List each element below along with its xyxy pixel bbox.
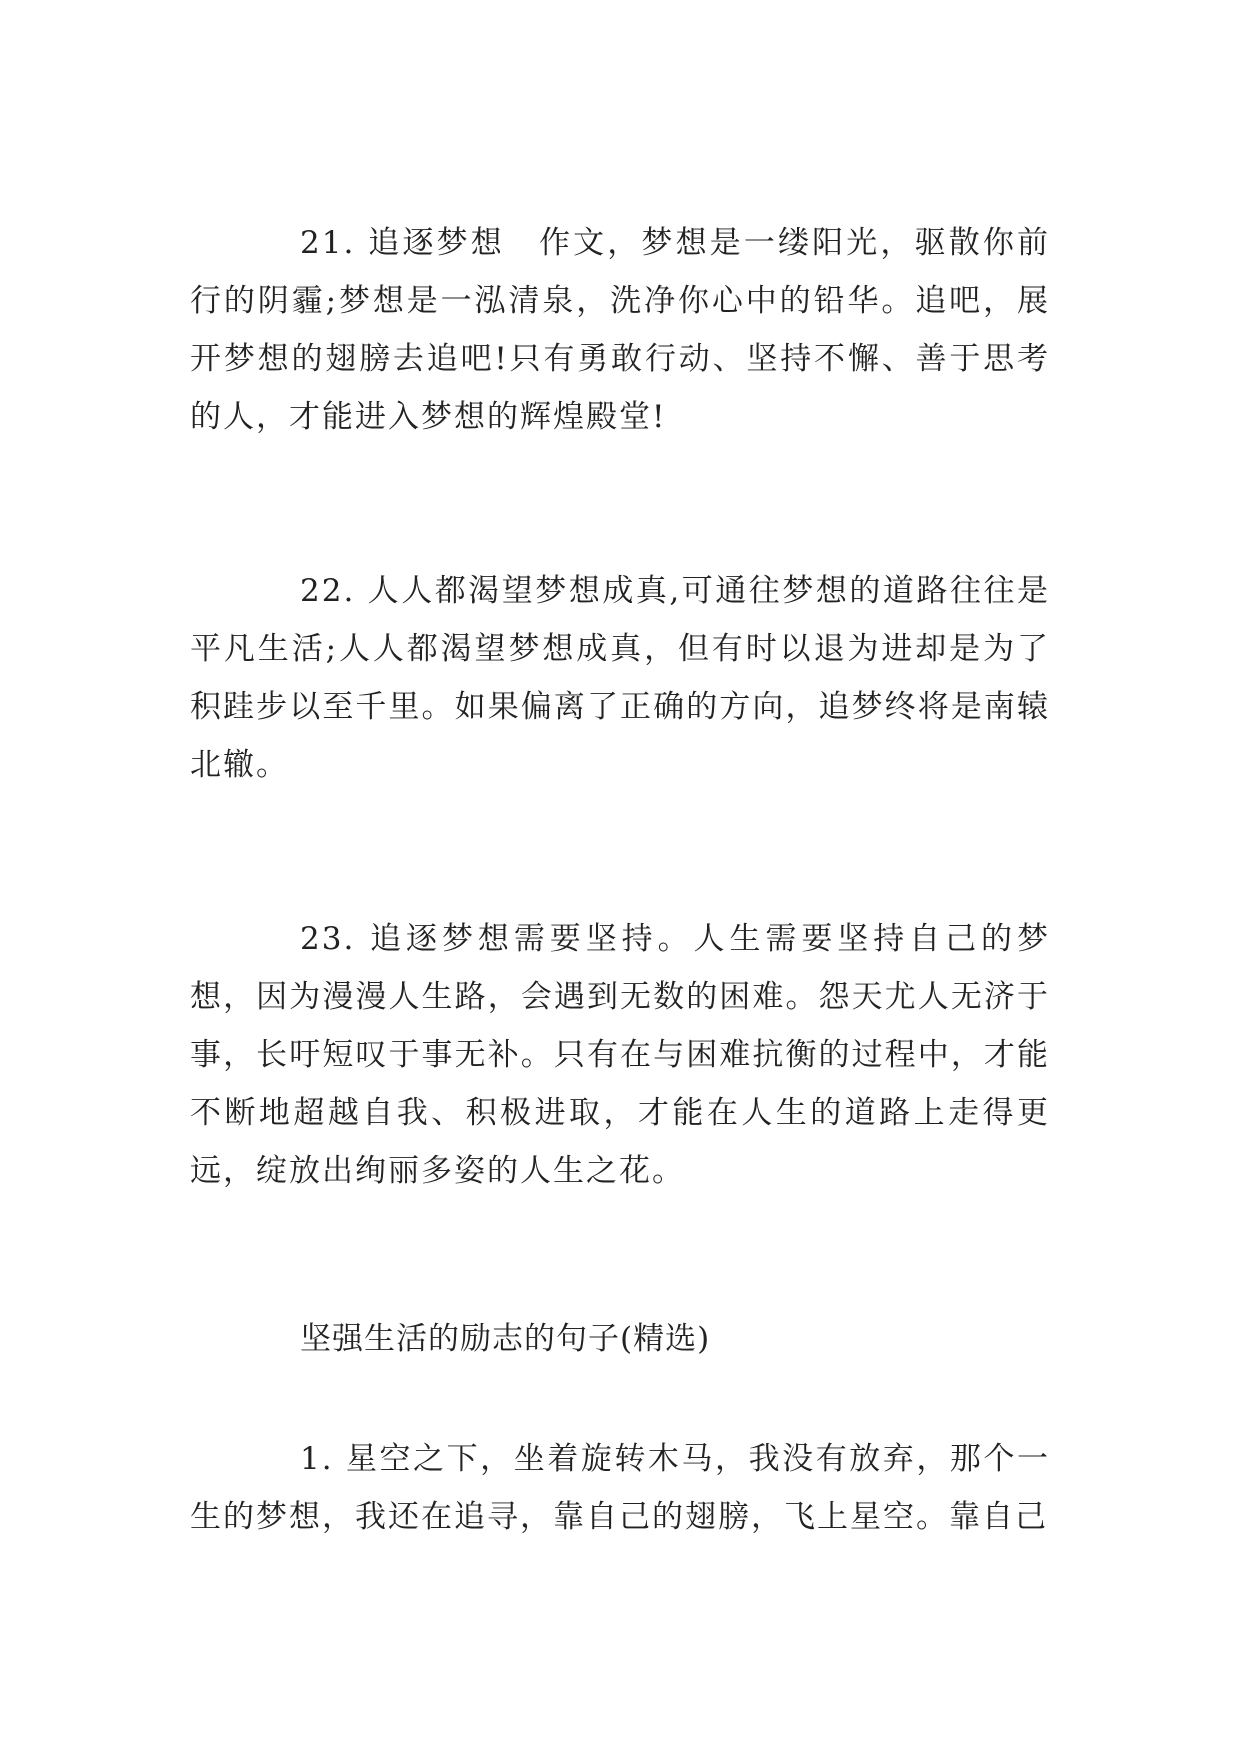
paragraph-1: 1. 星空之下，坐着旋转木马，我没有放弃，那个一生的梦想，我还在追寻，靠自己的翅膀，飞上星空。靠自己 — [190, 1441, 1050, 1535]
section-heading: 坚强生活的励志的句子(精选) — [300, 1321, 711, 1357]
paragraph-23: 23. 追逐梦想需要坚持。人生需要坚持自己的梦想，因为漫漫人生路，会遇到无数的困难。怨天尤人无济于事，长吁短叹于事无补。只有在与困难抗衡的过程中，才能不断地超越自我、积极进取，才能在人生的道路上走得更远，绽放出绚丽多姿的人生之花。 — [190, 921, 1050, 1189]
paragraph-21: 21. 追逐梦想 作文，梦想是一缕阳光，驱散你前行的阴霾;梦想是一泓清泉，洗净你心中的铅华。追吧，展开梦想的翅膀去追吧!只有勇敢行动、坚持不懈、善于思考的人，才能进入梦想的辉煌殿堂! — [190, 225, 1050, 435]
paragraph-22: 22. 人人都渴望梦想成真,可通往梦想的道路往往是平凡生活;人人都渴望梦想成真，但有时以退为进却是为了积跬步以至千里。如果偏离了正确的方向，追梦终将是南辕北辙。 — [190, 573, 1050, 783]
